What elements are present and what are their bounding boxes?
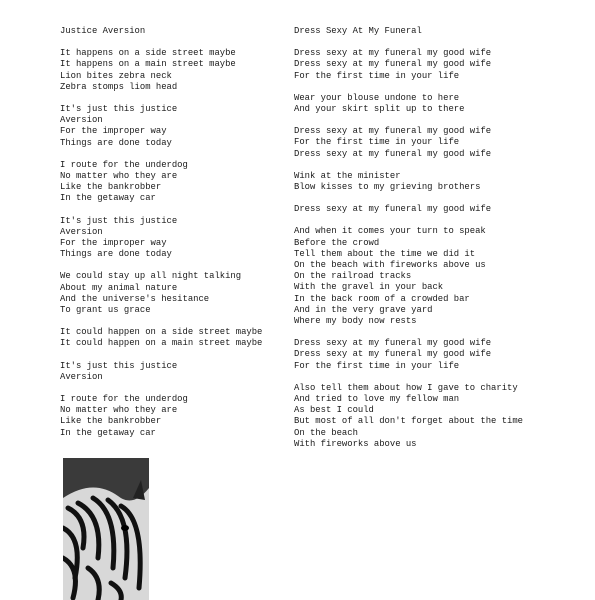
stanza: [294, 226, 584, 327]
stanza: [294, 204, 584, 215]
poem-line: Lion bites zebra neck: [60, 70, 172, 81]
stanza-list: [60, 48, 285, 439]
poem-line: It could happen on a side street maybe: [60, 327, 263, 338]
poem-line: Also tell them about how I gave to charity: [294, 382, 518, 393]
poem-line: For the first time in your life: [294, 360, 460, 371]
poem-line: Dress sexy at my funeral my good wife: [294, 48, 492, 59]
poem-line: I route for the underdog: [60, 159, 188, 170]
poem-line: It's just this justice: [60, 104, 178, 115]
poem-line: Zebra stomps liom head: [60, 81, 178, 92]
stanza: [294, 126, 584, 160]
poem-line: And tried to love my fellow man: [294, 394, 460, 405]
poem-line: As best I could: [294, 405, 374, 416]
stanza-list: [294, 48, 584, 450]
poem-line: No matter who they are: [60, 405, 178, 416]
stanza: [294, 171, 584, 193]
stanza: [60, 361, 285, 383]
poem-line: About my animal nature: [60, 282, 178, 293]
stanza: [294, 383, 584, 450]
stanza: [60, 160, 285, 205]
stanza: [60, 216, 285, 261]
poem-line: It's just this justice: [60, 360, 178, 371]
stanza: [60, 394, 285, 439]
poem-line: To grant us grace: [60, 305, 151, 316]
poem-line: Dress sexy at my funeral my good wife: [294, 204, 492, 215]
stanza: [60, 48, 285, 93]
poem-line: For the improper way: [60, 238, 167, 249]
poem-line: With fireworks above us: [294, 438, 417, 449]
poem-line: It could happen on a main street maybe: [60, 338, 263, 349]
poem-line: In the getaway car: [60, 427, 156, 438]
poem-line: With the gravel in your back: [294, 282, 444, 293]
poem-line: It happens on a side street maybe: [60, 48, 236, 59]
poem-title: Dress Sexy At My Funeral: [294, 26, 422, 36]
poem-line: And when it comes your turn to speak: [294, 226, 486, 237]
poem-line: Dress sexy at my funeral my good wife: [294, 349, 492, 360]
poem-line: I route for the underdog: [60, 394, 188, 405]
poem-line: We could stay up all night talking: [60, 271, 242, 282]
zebra-photo-icon: [63, 458, 149, 600]
poem-line: Blow kisses to my grieving brothers: [294, 182, 481, 193]
poem-line: Where my body now rests: [294, 316, 417, 327]
poem-line: Things are done today: [60, 137, 172, 148]
poem-line: On the railroad tracks: [294, 271, 412, 282]
poem-line: It happens on a main street maybe: [60, 59, 236, 70]
poem-justice-aversion: [60, 26, 285, 450]
poem-line: Wink at the minister: [294, 170, 401, 181]
stanza: [294, 93, 584, 115]
poem-line: And your skirt split up to there: [294, 104, 465, 115]
poem-line: Like the bankrobber: [60, 416, 162, 427]
stanza: [60, 271, 285, 316]
stanza: [294, 48, 584, 82]
poem-line: On the beach: [294, 427, 358, 438]
poem-line: For the improper way: [60, 126, 167, 137]
poem-line: Before the crowd: [294, 237, 380, 248]
poem-line: And in the very grave yard: [294, 304, 433, 315]
poem-line: For the first time in your life: [294, 70, 460, 81]
poem-line: No matter who they are: [60, 171, 178, 182]
stanza: [60, 104, 285, 149]
poem-line: Dress sexy at my funeral my good wife: [294, 59, 492, 70]
poem-line: Aversion: [60, 226, 103, 237]
poem-dress-sexy: [294, 26, 584, 461]
stanza: [294, 338, 584, 372]
poem-line: Like the bankrobber: [60, 182, 162, 193]
poem-line: Aversion: [60, 371, 103, 382]
poem-line: Dress sexy at my funeral my good wife: [294, 126, 492, 137]
poem-line: Dress sexy at my funeral my good wife: [294, 338, 492, 349]
poem-line: It's just this justice: [60, 215, 178, 226]
poem-line: Wear your blouse undone to here: [294, 92, 460, 103]
poem-line: Dress sexy at my funeral my good wife: [294, 148, 492, 159]
poem-line: In the back room of a crowded bar: [294, 293, 470, 304]
poem-line: On the beach with fireworks above us: [294, 260, 486, 271]
stanza: [60, 327, 285, 349]
poem-line: In the getaway car: [60, 193, 156, 204]
poem-line: But most of all don't forget about the time: [294, 416, 524, 427]
poem-line: Things are done today: [60, 249, 172, 260]
poem-line: And the universe's hesitance: [60, 293, 210, 304]
poem-title: Justice Aversion: [60, 26, 146, 36]
poem-line: Aversion: [60, 115, 103, 126]
poem-line: Tell them about the time we did it: [294, 248, 476, 259]
poem-line: For the first time in your life: [294, 137, 460, 148]
